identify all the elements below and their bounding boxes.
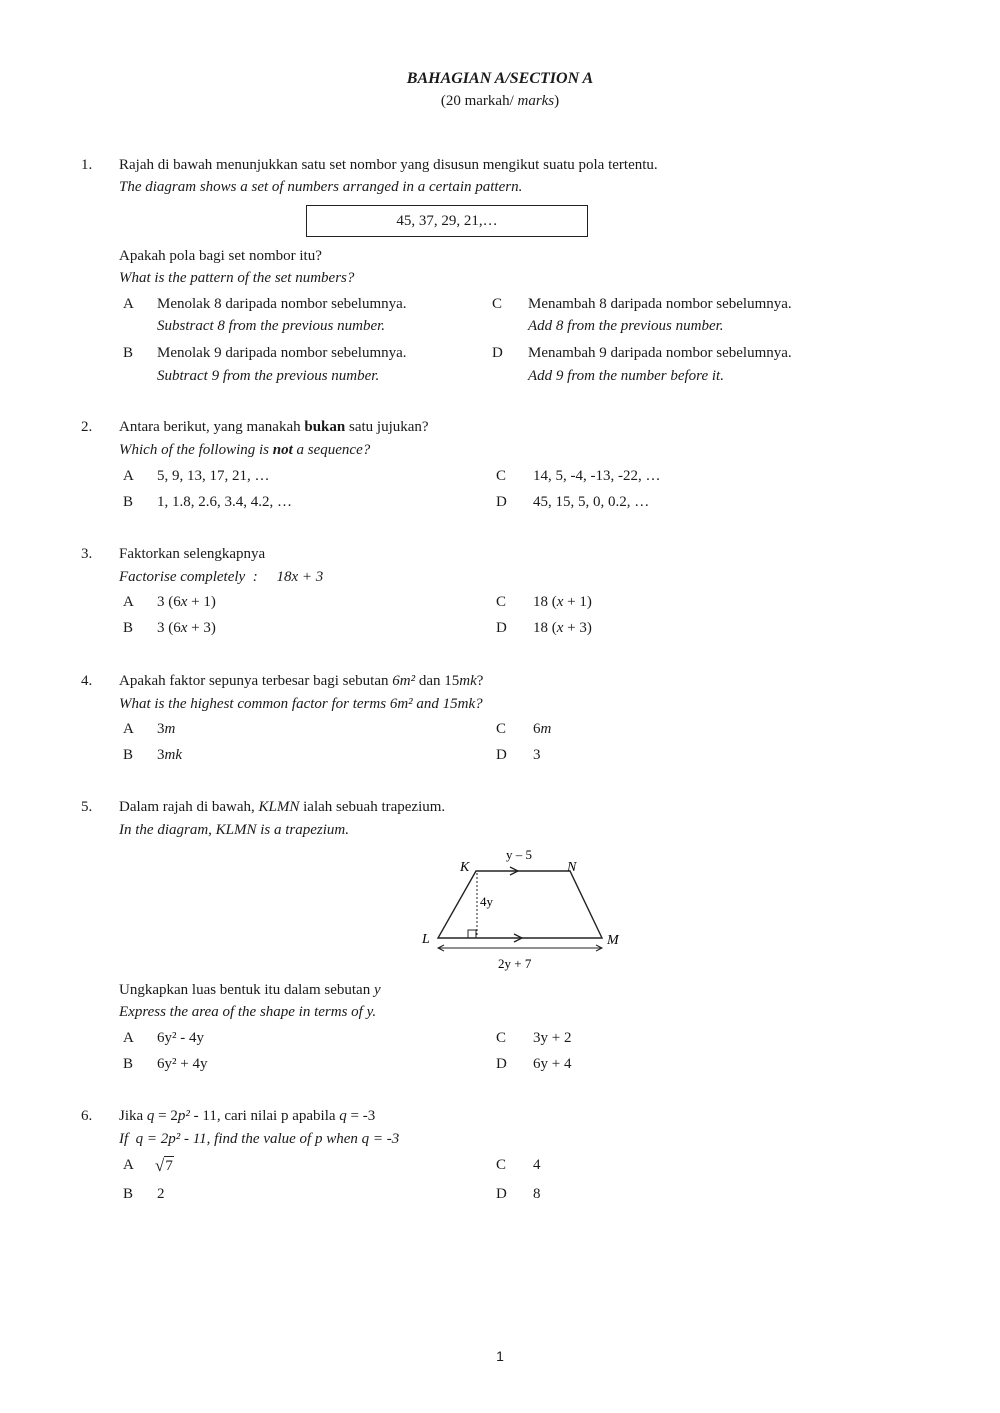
option-text: 3	[533, 747, 541, 763]
option-letter: C	[496, 1030, 507, 1046]
option-text: 6y + 4	[533, 1056, 572, 1072]
option-letter: B	[123, 620, 134, 636]
question-number: 1.	[81, 157, 93, 173]
number-pattern-box	[306, 205, 588, 237]
trapezium-diagram	[410, 840, 640, 975]
question-stem-ms: Faktorkan selengkapnya	[119, 546, 266, 562]
option-letter: C	[492, 296, 503, 312]
option-text: 14, 5, -4, -13, -22, …	[533, 468, 661, 484]
right-angle-mark	[468, 930, 476, 938]
question-stem-ms: Apakah faktor sepunya terbesar bagi sebutan 6m² dan 15mk?	[119, 673, 484, 689]
option-text-ms: Menambah 9 daripada nombor sebelumnya.	[528, 345, 792, 361]
option-letter: C	[496, 721, 507, 737]
question-stem-ms: Dalam rajah di bawah, KLMN ialah sebuah trapezium.	[119, 799, 446, 815]
option-letter: A	[123, 468, 134, 484]
option-text: 18 (x + 1)	[533, 594, 592, 610]
page-number: 1	[496, 1348, 504, 1364]
question-stem-ms: Jika q = 2p² - 11, cari nilai p apabila q = -3	[119, 1108, 376, 1124]
option-text: 2	[157, 1186, 165, 1202]
number-pattern: 45, 37, 29, 21,…	[396, 212, 498, 229]
option-text-en: Add 8 from the previous number.	[528, 318, 724, 334]
question-stem-en: Factorise completely : 18x + 3	[119, 569, 324, 585]
question-stem-en: The diagram shows a set of numbers arranged in a certain pattern.	[119, 179, 523, 195]
option-text: 18 (x + 3)	[533, 620, 592, 636]
section-title: BAHAGIAN A/SECTION A	[406, 70, 594, 87]
bottom-side-label: 2y + 7	[498, 956, 532, 971]
option-text: 4	[533, 1157, 541, 1173]
option-letter: A	[123, 1030, 134, 1046]
sqrt-icon: √	[155, 1155, 165, 1175]
vertex-l: L	[422, 932, 430, 947]
option-letter: C	[496, 594, 507, 610]
question-number: 4.	[81, 673, 93, 689]
question-number: 3.	[81, 546, 93, 562]
option-letter: A	[123, 594, 134, 610]
option-text-ms: Menolak 8 daripada nombor sebelumnya.	[157, 296, 407, 312]
question-stem-en: What is the highest common factor for terms 6m² and 15mk?	[119, 696, 483, 712]
option-letter: A	[123, 1157, 134, 1173]
option-text: 3mk	[157, 747, 182, 763]
option-letter: B	[123, 747, 134, 763]
option-text-en: Substract 8 from the previous number.	[157, 318, 386, 334]
option-text: 3 (6x + 1)	[157, 594, 216, 610]
option-text-ms: Menolak 9 daripada nombor sebelumnya.	[157, 345, 407, 361]
vertex-m: M	[607, 933, 619, 948]
question-stem-ms: Rajah di bawah menunjukkan satu set nombor yang disusun mengikut suatu pola tertentu.	[119, 157, 658, 173]
option-text: 1, 1.8, 2.6, 3.4, 4.2, …	[157, 494, 292, 510]
option-letter: D	[496, 620, 507, 636]
question-ask-en: Express the area of the shape in terms of y.	[119, 1004, 377, 1020]
option-letter: D	[496, 1186, 507, 1202]
option-letter: C	[496, 1157, 507, 1173]
option-text: 3m	[157, 721, 176, 737]
trapezium-klmn	[438, 871, 602, 938]
option-letter: D	[496, 494, 507, 510]
question-ask-ms: Ungkapkan luas bentuk itu dalam sebutan y	[119, 982, 381, 998]
option-text: 6y² + 4y	[157, 1056, 208, 1072]
option-text-en: Subtract 9 from the previous number.	[157, 368, 380, 384]
option-letter: D	[496, 747, 507, 763]
section-marks: (20 markah/ marks)	[440, 93, 560, 109]
vertex-k: K	[460, 860, 470, 875]
question-number: 5.	[81, 799, 93, 815]
option-text: 5, 9, 13, 17, 21, …	[157, 468, 270, 484]
option-text: 45, 15, 5, 0, 0.2, …	[533, 494, 650, 510]
option-letter: B	[123, 1056, 134, 1072]
option-text-en: Add 9 from the number before it.	[528, 368, 724, 384]
option-text: 6m	[533, 721, 552, 737]
question-number: 6.	[81, 1108, 93, 1124]
option-text: 6y² - 4y	[157, 1030, 204, 1046]
option-letter: A	[123, 296, 134, 312]
option-text: 3 (6x + 3)	[157, 620, 216, 636]
option-text: 3y + 2	[533, 1030, 572, 1046]
question-ask-ms: Apakah pola bagi set nombor itu?	[119, 248, 322, 264]
option-letter: C	[496, 468, 507, 484]
option-letter: D	[492, 345, 503, 361]
option-letter: B	[123, 345, 134, 361]
option-letter: B	[123, 1186, 134, 1202]
top-side-label: y – 5	[506, 847, 532, 862]
option-text: 8	[533, 1186, 541, 1202]
question-stem-en: In the diagram, KLMN is a trapezium.	[119, 822, 350, 838]
question-number: 2.	[81, 419, 93, 435]
option-text-ms: Menambah 8 daripada nombor sebelumnya.	[528, 296, 792, 312]
option-letter: A	[123, 721, 134, 737]
option-text: √7	[155, 1153, 174, 1178]
question-stem-en: If q = 2p² - 11, find the value of p when q = -3	[119, 1131, 400, 1147]
option-letter: D	[496, 1056, 507, 1072]
height-label: 4y	[480, 894, 493, 909]
question-stem-en: Which of the following is not a sequence?	[119, 442, 371, 458]
vertex-n: N	[567, 860, 577, 875]
option-letter: B	[123, 494, 134, 510]
question-ask-en: What is the pattern of the set numbers?	[119, 270, 355, 286]
question-stem-ms: Antara berikut, yang manakah bukan satu jujukan?	[119, 419, 429, 435]
